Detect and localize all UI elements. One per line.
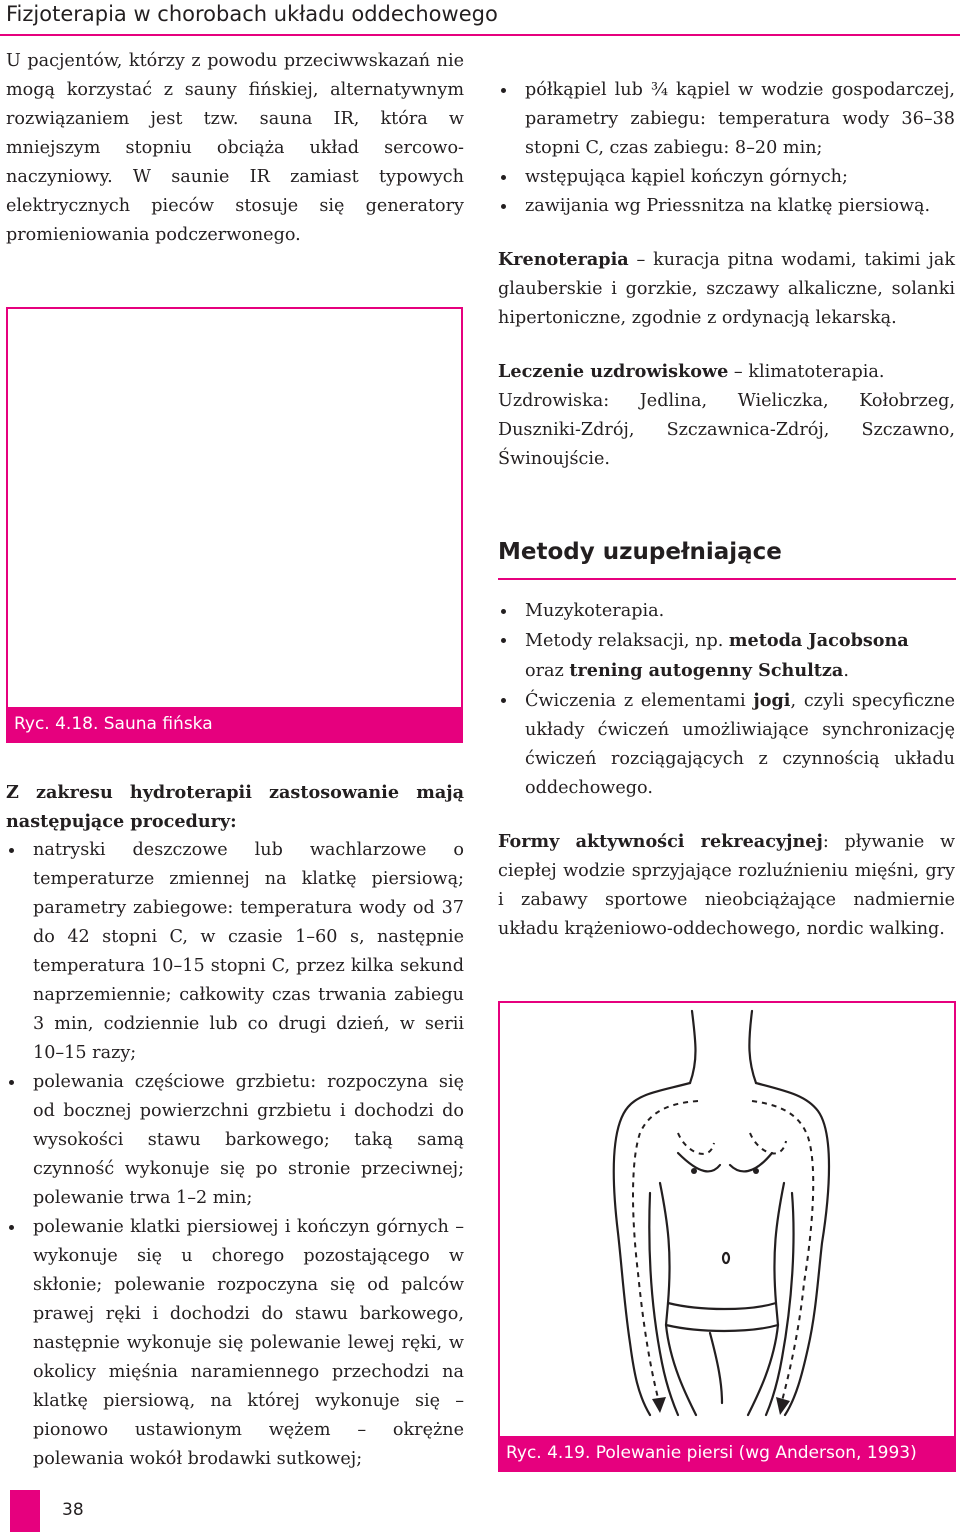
metody-text: .	[843, 661, 849, 681]
formy-paragraph	[498, 827, 955, 944]
uzdrowiska-list: Uzdrowiska: Jedlina, Wieliczka, Kołobrzeg, Duszniki-Zdrój, Szczawnica-Zdrój, Szczawno, Świnoujście.	[498, 391, 955, 469]
krenoterapia-paragraph	[498, 245, 955, 333]
torso-illustration	[500, 1003, 954, 1437]
bath-list	[498, 76, 955, 221]
jogi-term: jogi	[753, 690, 791, 711]
metody-text: Metody relaksacji, np.	[525, 631, 729, 651]
formy-term: Formy aktywności rekreacyjnej	[498, 831, 823, 852]
metody-list	[498, 597, 955, 803]
list-item: natryski deszczowe lub wachlarzowe o temperaturze zmiennej na klatkę piersiową; parametry zabiegowe: temperatura wody od 37 do 42 stopni C, w czasie 1–60 s, następnie temperatura 10–15 stopni C, przez kilka sekund naprzemiennie; całkowity czas trwania zabiegu 3 min, codziennie lub co drugi dzień, w serii 10–15 razy;	[6, 836, 464, 1068]
list-item	[498, 626, 955, 686]
right-column	[498, 76, 955, 474]
figure-caption-4-18: Ryc. 4.18. Sauna fińska	[8, 707, 461, 741]
metody-text: Ćwiczenia z elementami	[525, 691, 754, 711]
flow-loop-right	[750, 1133, 786, 1153]
pectoral-left	[678, 1153, 720, 1171]
flow-path-left	[633, 1101, 698, 1398]
flow-loop-left	[678, 1133, 714, 1154]
hydrotherapy-list	[6, 836, 464, 1474]
brief-legs	[666, 1325, 778, 1415]
page-marker	[10, 1490, 40, 1532]
formy-text: : pływanie w ciepłej wodzie sprzyjające rozluźnieniu mięśni, gry i zabawy sportowe nieobciążające nadmiernie układu krążeniowo-oddechowego, nordic walking.	[498, 832, 956, 939]
pectoral-right	[730, 1153, 772, 1171]
page-number: 38	[62, 1500, 84, 1520]
figure-sauna-finska	[6, 307, 463, 743]
sauna-ir-paragraph: U pacjentów, którzy z powodu przeciwwskazań nie mogą korzystać z sauny fińskiej, alternatywnym rozwiązaniem jest tzw. sauna IR, która w mniejszym stopniu obciąża układ sercowo-naczyniowy. W saunie IR zamiast typowych elektrycznych pieców stosuje się generatory promieniowania podczerwonego.	[6, 51, 464, 245]
hydrotherapy-section	[6, 778, 464, 1474]
uzdrowiskowe-term: Leczenie uzdrowiskowe	[498, 361, 729, 382]
metoda-jacobsona: metoda Jacobsona	[728, 630, 909, 651]
metody-text: , czyli specyficzne układy ćwiczeń umożliwiające synchronizację ćwiczeń rozciągających z czynnością układu oddechowego.	[525, 691, 955, 798]
torso-left	[660, 1183, 670, 1303]
trening-autogenny: trening autogenny Schultza	[569, 660, 844, 681]
list-item: polewanie klatki piersiowej i kończyn górnych – wykonuje się u chorego pozostającego w skłonie; polewanie rozpoczyna się od palców prawej ręki i dochodzi do stawu barkowego, następnie wykonuje się polewanie lewej ręki, w okolicy mięśnia naramiennego przechodzi na klatkę piersiową, na której wykonuje się – pionowo ustawionym wężem – okrężne polewania wokół brodawki sutkowej;	[6, 1213, 464, 1474]
figure-caption-4-19: Ryc. 4.19. Polewanie piersi (wg Anderson, 1993)	[500, 1436, 954, 1470]
list-item: Muzykoterapia.	[498, 597, 955, 626]
torso-right	[774, 1183, 784, 1303]
metody-text: oraz	[525, 661, 570, 681]
hydrotherapy-intro: Z zakresu hydroterapii zastosowanie mają następujące procedury:	[6, 782, 464, 832]
figure-polewanie-piersi	[498, 1001, 956, 1472]
waistband	[666, 1303, 778, 1331]
metody-section	[498, 597, 955, 944]
krenoterapia-text: – kuracja pitna wodami, takimi jak glauberskie i gorzkie, szczawy alkaliczne, solanki hipertoniczne, zgodnie z ordynacją lekarską.	[498, 250, 955, 328]
list-item: wstępująca kąpiel kończyn górnych;	[498, 163, 955, 192]
krenoterapia-term: Krenoterapia	[498, 249, 629, 270]
arrow-left-icon	[652, 1397, 666, 1413]
list-item: półkąpiel lub ¾ kąpiel w wodzie gospodarczej, parametry zabiegu: temperatura wody 36–38 stopni C, czas zabiegu: 8–20 min;	[498, 76, 955, 163]
section-title-metody: Metody uzupełniające	[498, 539, 782, 565]
nipple-left	[691, 1168, 697, 1174]
left-intro	[6, 47, 464, 250]
list-item: zawijania wg Priessnitza na klatkę piersiową.	[498, 192, 955, 221]
neck-outline	[690, 1011, 756, 1083]
list-item: polewania częściowe grzbietu: rozpoczyna się od bocznej powierzchni grzbietu i dochodzi do wysokości stawu barkowego; taką samą czynność wykonuje się po stronie przeciwnej; polewanie trwa 1–2 min;	[6, 1068, 464, 1213]
header-rule	[0, 34, 960, 36]
uzdrowiskowe-paragraph	[498, 357, 955, 474]
section-rule	[498, 578, 956, 580]
list-item	[498, 686, 955, 803]
navel	[723, 1253, 729, 1263]
nipple-right	[753, 1168, 759, 1174]
uzdrowiskowe-text: – klimatoterapia.	[728, 362, 885, 382]
running-header: Fizjoterapia w chorobach układu oddechowego	[6, 2, 498, 26]
